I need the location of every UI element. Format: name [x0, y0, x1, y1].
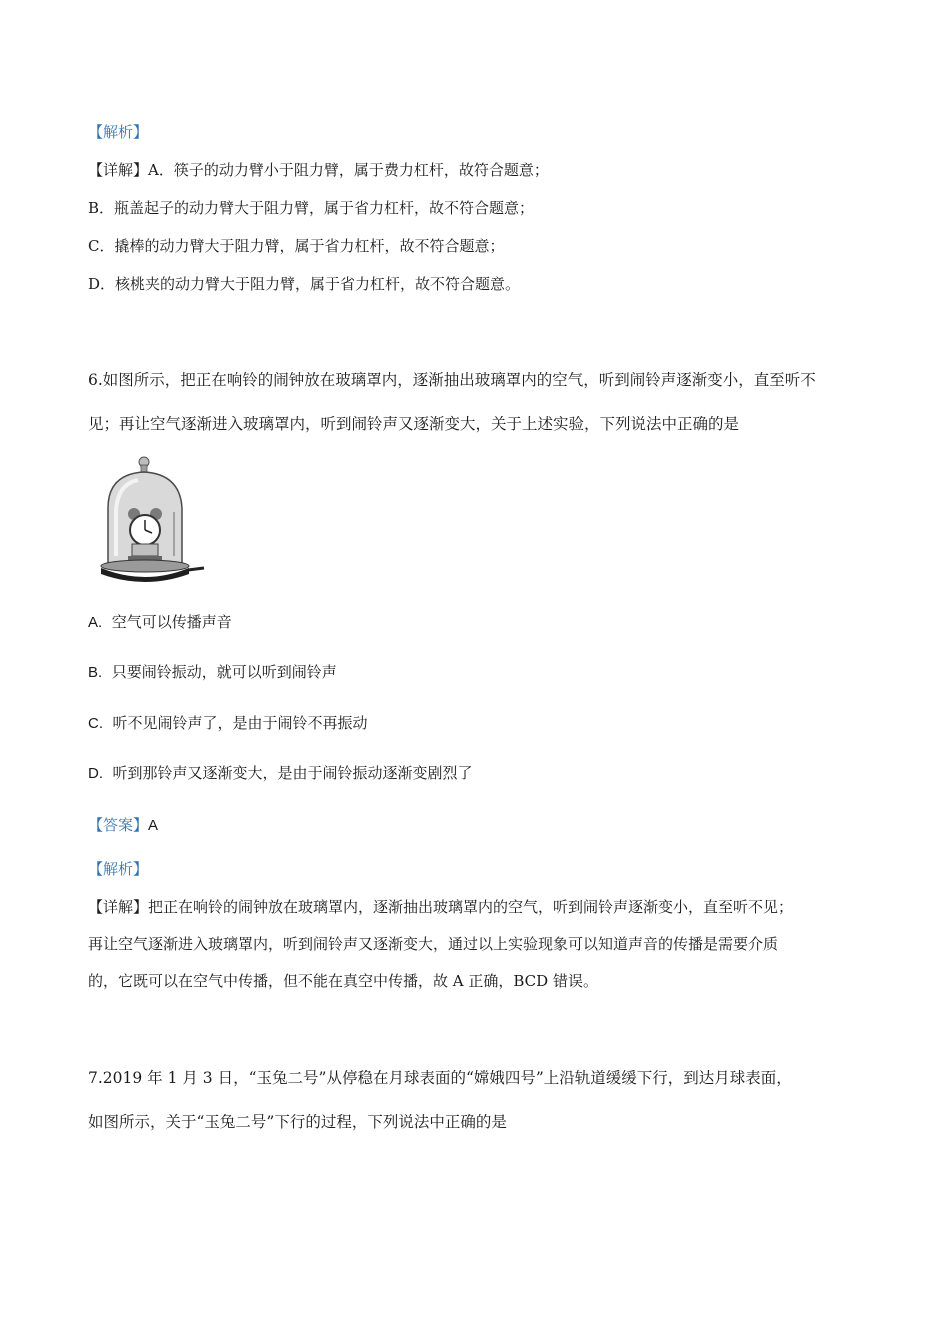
q6-stem-line-2: 见；再让空气逐渐进入玻璃罩内，听到闹铃声又逐渐变大，关于上述实验，下列说法中正确的是	[88, 415, 740, 433]
q6-option-b-letter: B.	[88, 664, 103, 681]
q6-option-d-letter: D.	[88, 765, 103, 782]
q6-detail-text-1: 把正在响铃的闹钟放在玻璃罩内，逐渐抽出玻璃罩内的空气，听到闹铃声逐渐变小，直至听不见；	[148, 898, 794, 916]
q5-detail-label: 【详解】	[88, 161, 149, 179]
q6-stem-line-1: 6.如图所示，把正在响铃的闹钟放在玻璃罩内，逐渐抽出玻璃罩内的空气，听到闹铃声逐渐变小，直至听不	[88, 371, 816, 389]
q6-option-c-text: 听不见闹铃声了，是由于闹铃不再振动	[112, 714, 368, 732]
q5-detail-line-c: C．撬棒的动力臂大于阻力臂，属于省力杠杆，故不符合题意；	[88, 237, 505, 255]
q5-detail-line-a	[88, 160, 549, 180]
q6-option-d-text: 听到那铃声又逐渐变大，是由于闹铃振动逐渐变剧烈了	[112, 764, 473, 782]
q6-answer-line	[88, 815, 158, 836]
q6-answer-value: A	[148, 817, 159, 834]
q5-detail-line-b: B．瓶盖起子的动力臂大于阻力臂，属于省力杠杆，故不符合题意；	[88, 199, 535, 217]
q6-option-a	[88, 612, 232, 633]
q7-stem-line-1: 7.2019 年 1 月 3 日，“玉兔二号”从停稳在月球表面的“嫦娥四号”上沿轨道缓缓下行，到达月球表面，	[88, 1069, 792, 1087]
q6-option-a-text: 空气可以传播声音	[111, 613, 232, 631]
q6-option-a-letter: A.	[88, 614, 103, 631]
q5-analysis-label: 【解析】	[88, 123, 149, 141]
q6-option-b	[88, 662, 337, 683]
q6-analysis-label: 【解析】	[88, 860, 149, 878]
q5-detail-a-text: A．筷子的动力臂小于阻力臂，属于费力杠杆，故符合题意；	[148, 161, 549, 179]
q6-detail-line-3: 的，它既可以在空气中传播，但不能在真空中传播，故 A 正确，BCD 错误。	[88, 972, 598, 990]
bell-jar-alarm-clock-icon	[96, 456, 208, 588]
q6-option-b-text: 只要闹铃振动，就可以听到闹铃声	[111, 663, 337, 681]
q6-detail-label: 【详解】	[88, 898, 149, 916]
q6-option-c	[88, 713, 368, 734]
q5-detail-line-d: D．核桃夹的动力臂大于阻力臂，属于省力杠杆，故不符合题意。	[88, 275, 521, 293]
q6-option-d	[88, 763, 473, 784]
q6-answer-label: 【答案】	[88, 816, 149, 834]
q6-detail-line-1	[88, 897, 793, 917]
q6-option-c-letter: C.	[88, 715, 103, 732]
q7-stem-line-2: 如图所示，关于“玉兔二号”下行的过程，下列说法中正确的是	[88, 1113, 507, 1131]
q6-detail-line-2: 再让空气逐渐进入玻璃罩内，听到闹铃声又逐渐变大，通过以上实验现象可以知道声音的传播是需要介质	[88, 935, 779, 953]
